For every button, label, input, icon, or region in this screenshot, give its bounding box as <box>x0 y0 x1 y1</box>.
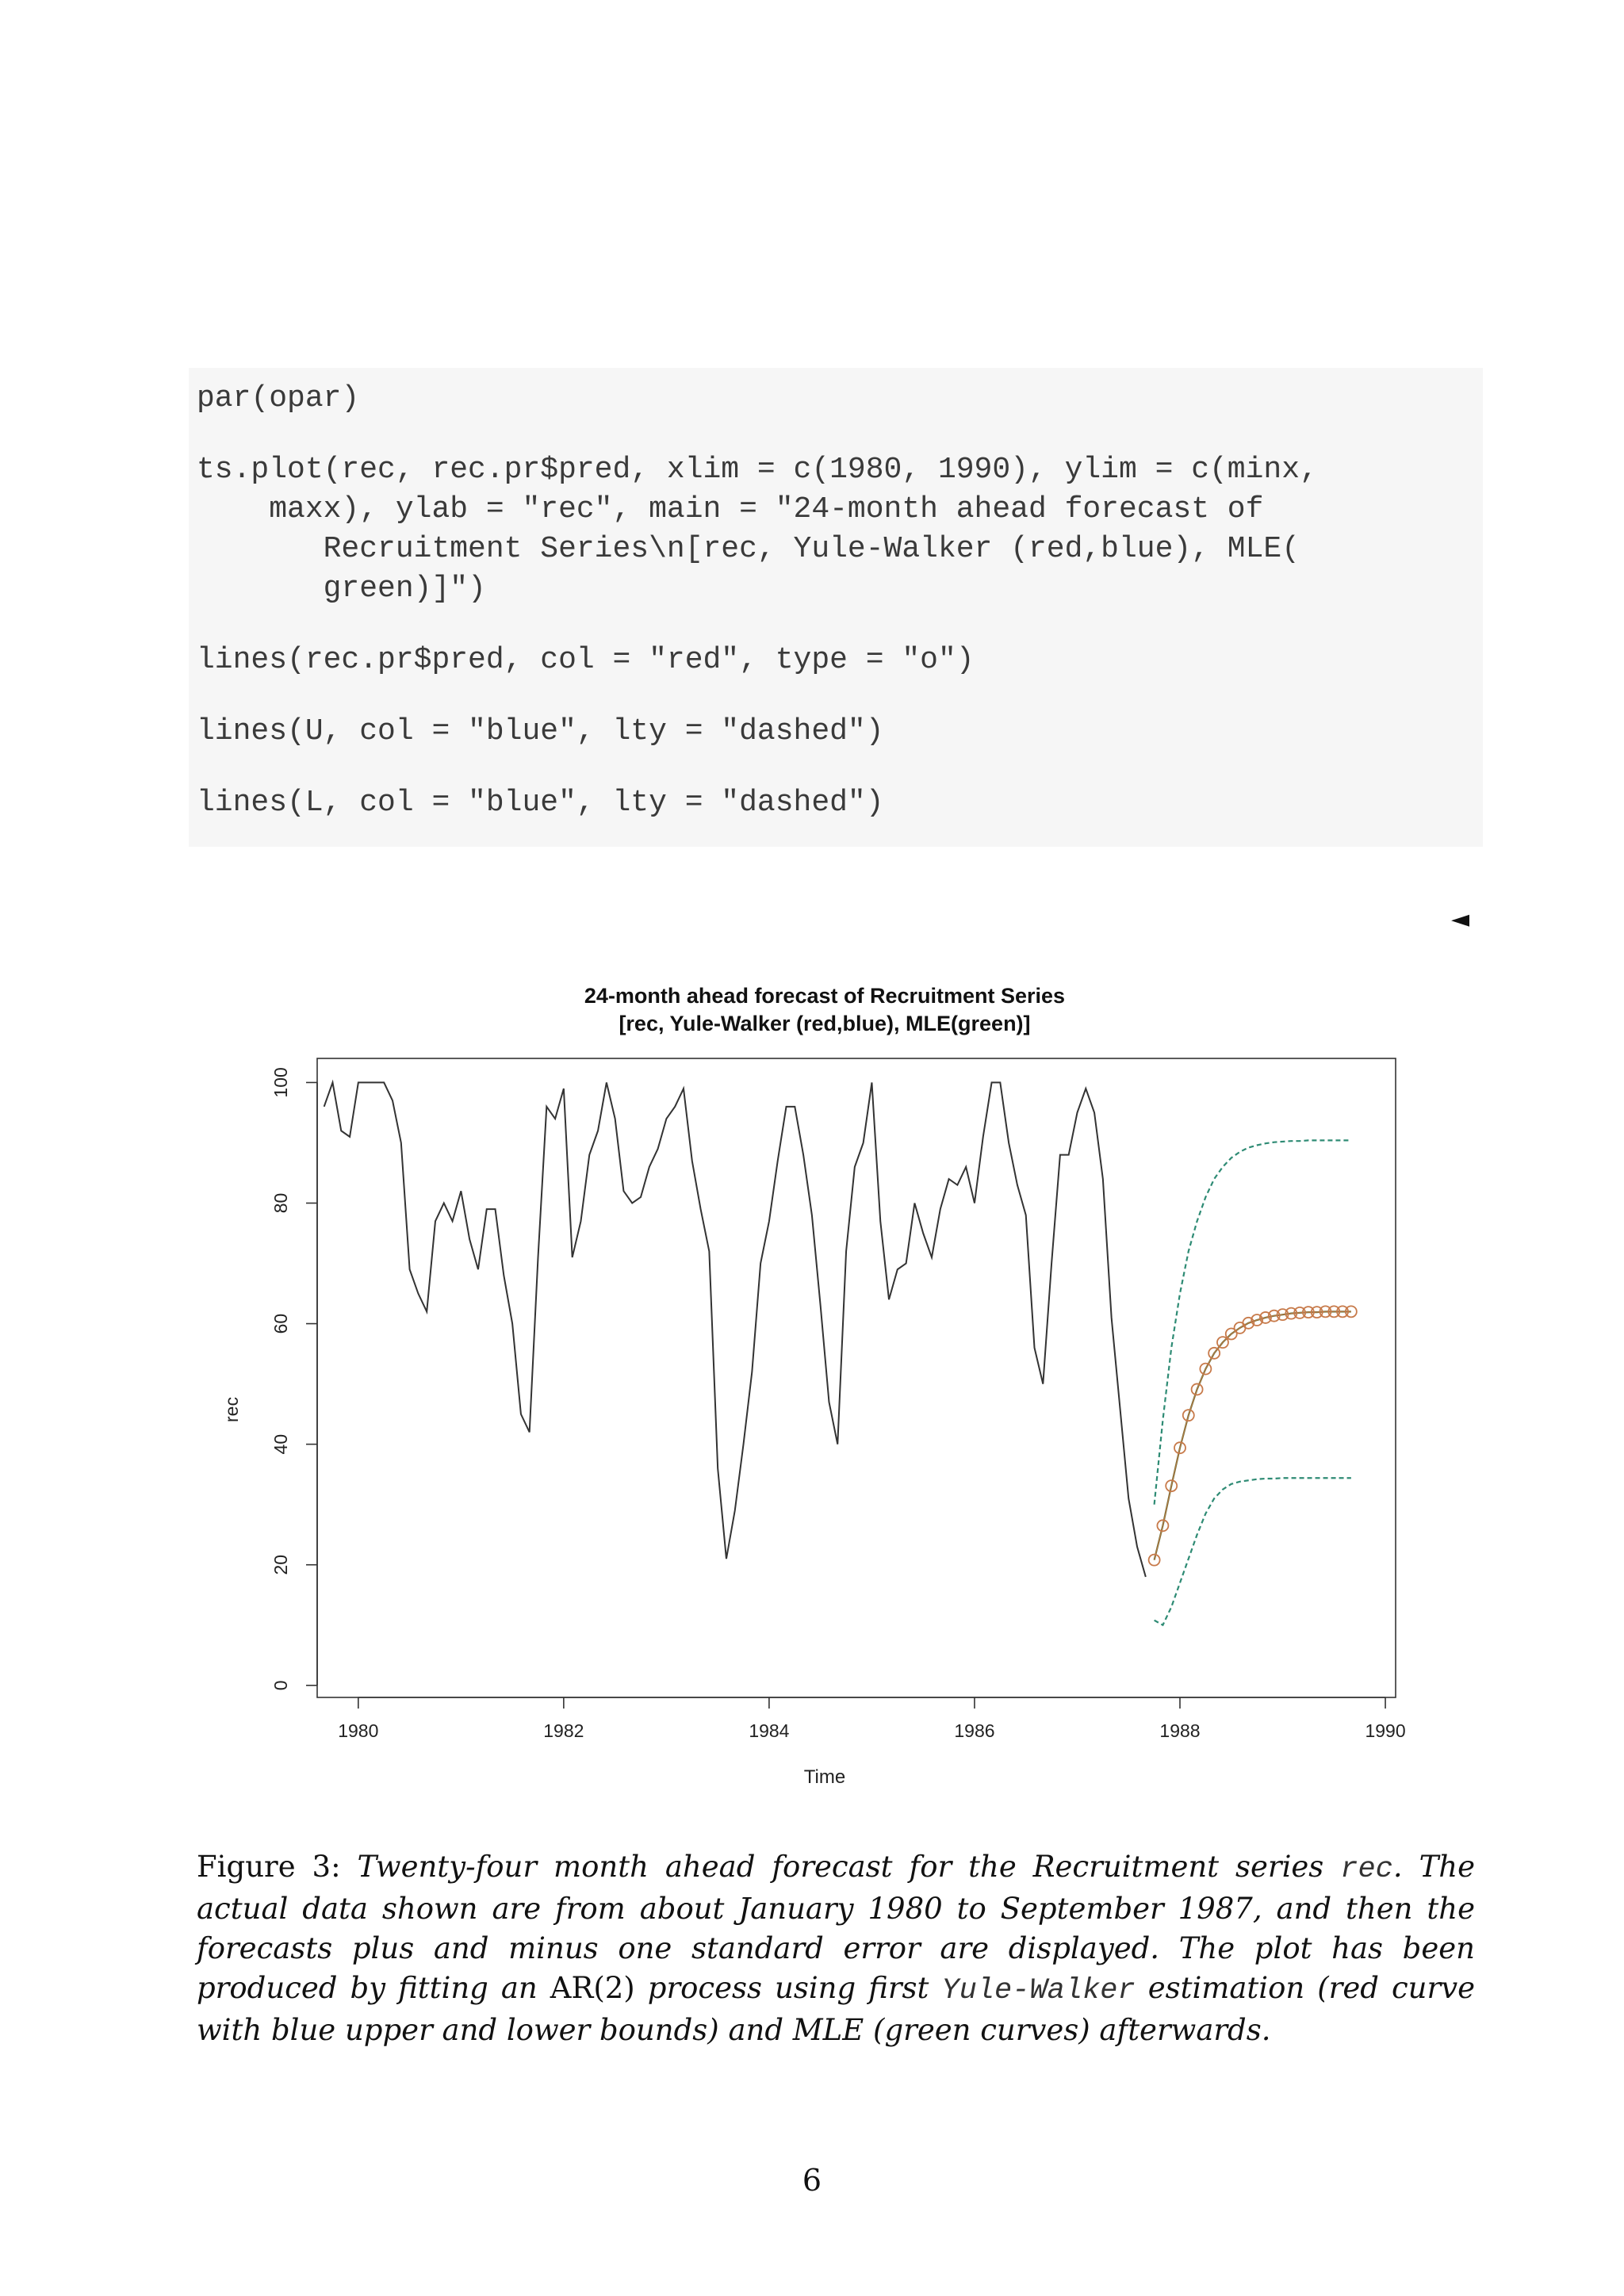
y-tick-label: 40 <box>270 1433 291 1455</box>
forecast-point <box>1149 1555 1160 1566</box>
caption-text: . The actual data shown are from about January 1980 to September 1987, and then the forecasts plus and minus one standard error are displayed. The plot has been produced by fitting an <box>197 1850 1476 2005</box>
y-tick-label: 0 <box>270 1680 291 1691</box>
caption-ar-model: AR(2) <box>550 1971 635 2005</box>
caption-text: process using first <box>647 1971 929 2005</box>
x-tick-label: 1986 <box>954 1720 995 1741</box>
code-line: maxx), ylab = "rec", main = "24-month ahead forecast of <box>197 492 1264 526</box>
y-tick-label: 60 <box>270 1313 291 1334</box>
caption-code-yule-walker: Yule-Walker <box>941 1974 1136 2007</box>
x-tick-label: 1988 <box>1159 1720 1201 1741</box>
x-axis-label: Time <box>803 1766 846 1788</box>
figure-caption <box>197 1847 1475 2050</box>
code-block <box>189 368 1483 847</box>
y-tick-label: 20 <box>270 1554 291 1575</box>
chart-subtitle: [rec, Yule-Walker (red,blue), MLE(green)] <box>619 1012 1031 1035</box>
series-line-actual <box>324 1082 1146 1577</box>
back-arrow-marker[interactable]: ◄ <box>1451 905 1470 933</box>
chart-title: 24-month ahead forecast of Recruitment Series <box>584 984 1066 1008</box>
code-line: Recruitment Series\n[rec, Yule-Walker (red,blue), MLE( <box>197 532 1300 566</box>
code-line: par(opar) <box>197 381 360 415</box>
caption-text: estimation (red curve with blue upper and lower bounds) and MLE (green curves) afterwards. <box>197 1971 1475 2047</box>
code-line: lines(L, col = "blue", lty = "dashed") <box>197 786 884 820</box>
y-tick-label: 100 <box>270 1067 291 1098</box>
page-number: 6 <box>802 2163 822 2198</box>
forecast-figure <box>214 975 1427 1800</box>
x-tick-label: 1982 <box>543 1720 584 1741</box>
x-tick-label: 1990 <box>1365 1720 1406 1741</box>
caption-code-rec: rec <box>1340 1853 1393 1886</box>
forecast-chart <box>214 975 1427 1800</box>
y-tick-label: 80 <box>270 1192 291 1214</box>
plot-frame <box>317 1058 1396 1697</box>
series-line-mle <box>1155 1311 1351 1559</box>
x-tick-label: 1980 <box>338 1720 379 1741</box>
x-tick-label: 1984 <box>749 1720 790 1741</box>
series-line-lower-bound <box>1155 1478 1351 1625</box>
caption-text: Twenty-four month ahead forecast for the Recruitment series <box>357 1850 1324 1884</box>
caption-label: Figure 3: <box>197 1850 341 1884</box>
code-line: ts.plot(rec, rec.pr$pred, xlim = c(1980, 1990), ylim = c(minx, <box>197 453 1318 487</box>
code-line: green)]") <box>197 572 486 606</box>
code-line: lines(U, col = "blue", lty = "dashed") <box>197 714 884 748</box>
code-line: lines(rec.pr$pred, col = "red", type = "o") <box>197 643 975 677</box>
y-axis-label: rec <box>221 1397 242 1422</box>
